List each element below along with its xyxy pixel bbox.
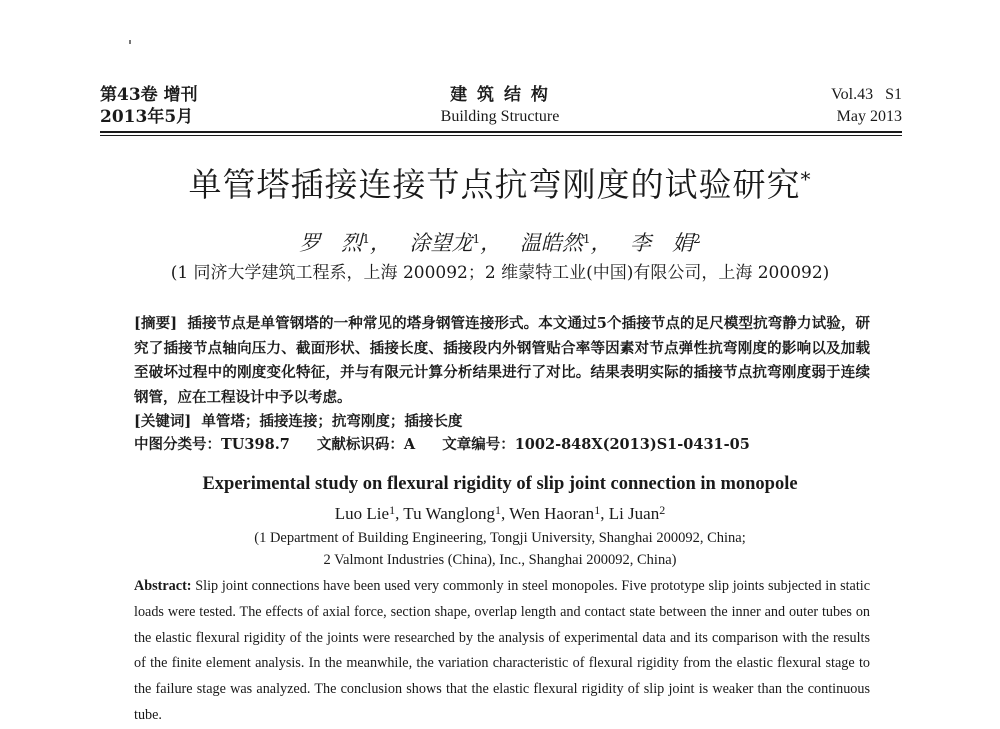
abstract-cn xyxy=(134,312,870,410)
clc-number: 中图分类号：TU398.7 xyxy=(134,436,290,453)
classification-line xyxy=(134,434,870,456)
author-affil-mark: 2 xyxy=(659,503,666,517)
author-affil-mark: 2 xyxy=(693,232,701,246)
author-name: Li Juan xyxy=(608,504,660,523)
abstract-cn-text: 插接节点是单管钢塔的一种常见的塔身钢管连接形式。本文通过5个插接节点的足尺模型抗弯静力试验，研究了插接节点轴向压力、截面形状、插接长度、插接段内外钢管贴合率等因素对节点弹性抗弯刚度的影响以及加载至破坏过程中的刚度变化特征，并与有限元计算分析结果进行了对比。结果表明实际的插接节点抗弯刚度弱于连续钢管，应在工程设计中予以考虑。 xyxy=(134,315,870,406)
author-cn xyxy=(520,231,612,255)
keywords-cn-text: 单管塔；插接连接；抗弯刚度；插接长度 xyxy=(201,413,463,430)
journal-name-cn: 建 筑 结 构 xyxy=(450,85,550,105)
affiliation-cn: (1 同济大学建筑工程系，上海 200092；2 维蒙特工业(中国)有限公司，上海 200092) xyxy=(170,263,830,283)
author-cn xyxy=(299,231,391,255)
title-footnote-mark: * xyxy=(800,167,812,191)
author-name: Luo Lie xyxy=(334,504,390,523)
author-en xyxy=(403,504,509,523)
keywords-cn xyxy=(134,410,870,434)
journal-name-en: Building Structure xyxy=(440,108,560,125)
author-affil-mark: 1 xyxy=(594,503,601,517)
author-affil-mark: 1 xyxy=(582,232,591,246)
header-rule-bottom xyxy=(100,135,902,136)
journal-volume: 第43卷 增刊 xyxy=(100,85,198,105)
author-affil-mark: 1 xyxy=(389,503,396,517)
journal-date-en: May 2013 xyxy=(836,108,902,125)
author-name: 温皓然 xyxy=(519,231,583,255)
affiliation-en-line2: 2 Valmont Industries (China), Inc., Shanghai 200092, China) xyxy=(323,552,677,568)
author-sep: ， xyxy=(369,231,391,255)
author-en xyxy=(609,504,666,523)
author-sep: , xyxy=(395,504,404,523)
author-en xyxy=(509,504,609,523)
authors-en xyxy=(0,502,1000,526)
paper-title-cn-text: 单管塔插接连接节点抗弯刚度的试验研究 xyxy=(188,165,801,204)
author-sep: , xyxy=(500,504,510,523)
author-en xyxy=(335,504,404,523)
journal-date: 2013年5月 xyxy=(100,107,194,127)
author-name: 涂望龙 xyxy=(409,231,473,255)
author-cn xyxy=(410,231,502,255)
keywords-cn-label: [关键词] xyxy=(134,413,192,430)
author-sep: , xyxy=(600,504,609,523)
author-name: 李 娟 xyxy=(630,231,694,255)
article-number: 文章编号：1002-848X(2013)S1-0431-05 xyxy=(442,436,750,453)
abstract-en xyxy=(134,574,870,729)
author-affil-mark: 1 xyxy=(362,232,370,246)
affiliation-en-line1: (1 Department of Building Engineering, Tongji University, Shanghai 200092, China; xyxy=(254,530,746,546)
scan-speck xyxy=(129,40,131,44)
abstract-en-text: Slip joint connections have been used very commonly in steel monopoles. Five prototype slip joints subjected in static loads were tested. The effects of axial force, section shape, overlap length and contact state between the inner and outer tubes on the elastic flexural rigidity of the joints were researched by the analysis of experimental data and its comparison with the results of the finite element analysis. In the meanwhile, the variation characteristic of flexural rigidity from the elastic flexural stage to the failure stage was analyzed. The conclusion shows that the elastic flexural rigidity of slip joint is weaker than the continuous tube. xyxy=(134,578,871,723)
author-affil-mark: 1 xyxy=(494,503,501,517)
journal-volume-en: Vol.43 S1 xyxy=(831,86,902,103)
document-code: 文献标识码：A xyxy=(316,436,416,453)
author-name: Wen Haoran xyxy=(509,504,595,523)
author-name: Tu Wanglong xyxy=(403,504,495,523)
author-name: 罗 烈 xyxy=(299,231,363,255)
paper-title-en: Experimental study on flexural rigidity of slip joint connection in monopole xyxy=(202,474,798,494)
paper-title-cn xyxy=(0,163,1000,207)
abstract-en-label: Abstract: xyxy=(134,578,192,594)
author-cn xyxy=(630,231,701,255)
author-affil-mark: 1 xyxy=(472,232,481,246)
abstract-cn-label: [摘要] xyxy=(134,315,178,332)
author-sep: ， xyxy=(480,231,502,255)
author-sep: ， xyxy=(590,231,612,255)
header-rule-top xyxy=(100,131,902,133)
authors-cn xyxy=(0,229,1000,257)
